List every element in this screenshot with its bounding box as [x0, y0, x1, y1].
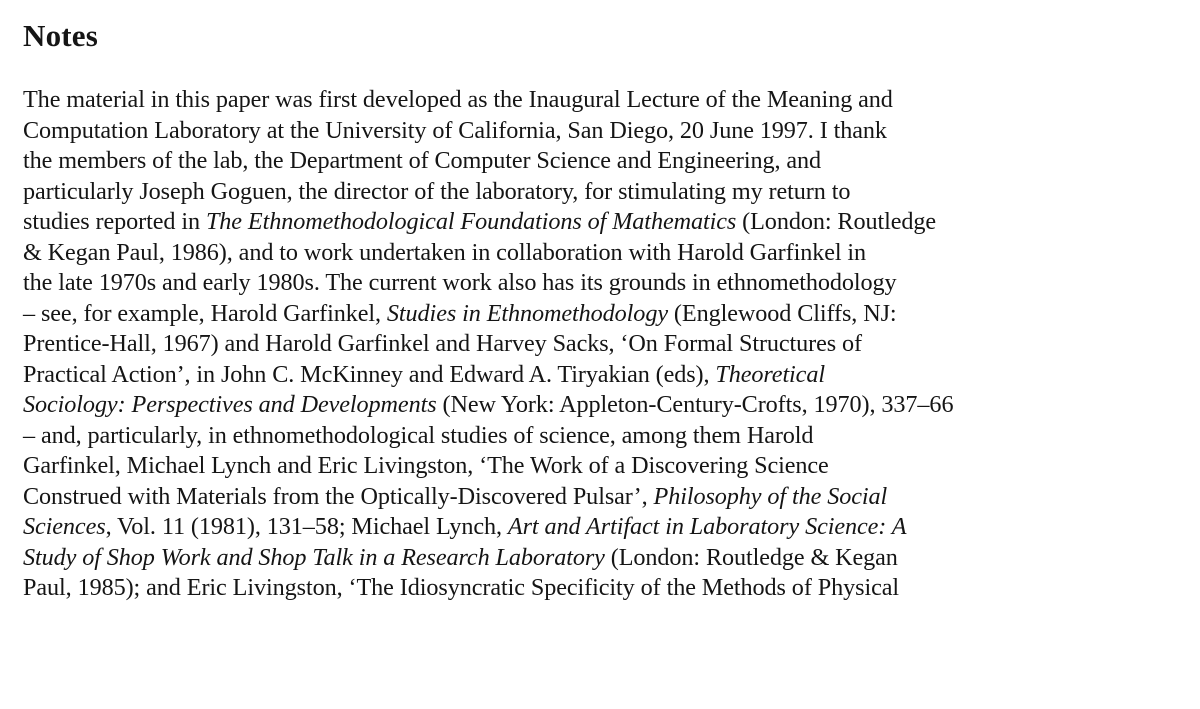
italic-title-segment: Philosophy of the Social — [653, 482, 888, 510]
text-line — [23, 207, 1183, 238]
text-segment: (London: Routledge — [736, 208, 937, 235]
text-line — [23, 238, 1183, 269]
italic-title-segment: Studies in Ethnomethodology — [386, 299, 668, 327]
text-segment: Garfinkel, Michael Lynch and Eric Livingston, ‘The Work of a Discovering Science — [23, 452, 829, 479]
text-segment: studies reported in — [23, 208, 206, 235]
italic-title-segment: Study of Shop Work and Shop Talk in a Research Laboratory — [23, 543, 605, 571]
text-line — [23, 512, 1183, 543]
text-segment: the members of the lab, the Department of Computer Science and Engineering, and — [23, 147, 821, 174]
text-segment: & Kegan Paul, 1986), and to work undertaken in collaboration with Harold Garfinkel in — [23, 238, 867, 266]
text-segment: the late 1970s and early 1980s. The current work also has its grounds in ethnomethodology — [23, 269, 897, 296]
text-line — [23, 482, 1183, 513]
text-line — [23, 329, 1183, 360]
text-line — [23, 146, 1183, 177]
italic-title-segment: Sciences — [23, 513, 106, 540]
text-segment: The material in this paper was first developed as the Inaugural Lecture of the Meaning and — [23, 86, 893, 113]
italic-title-segment: Art and Artifact in Laboratory Science: A — [507, 513, 907, 540]
italic-title-segment: Theoretical — [715, 360, 825, 388]
text-segment: particularly Joseph Goguen, the director of the laboratory, for stimulating my return to — [23, 177, 851, 205]
text-segment: , Vol. 11 (1981), 131–58; Michael Lynch, — [105, 513, 508, 540]
text-line — [23, 268, 1183, 299]
text-line — [23, 299, 1183, 330]
text-segment: (New York: Appleton-Century-Crofts, 1970), 337–66 — [436, 391, 954, 418]
text-segment: (London: Routledge & Kegan — [604, 543, 898, 571]
text-line — [23, 543, 1183, 574]
text-line — [23, 85, 1183, 116]
text-line — [23, 451, 1183, 482]
text-line — [23, 390, 1183, 421]
text-segment: Paul, 1985); and Eric Livingston, ‘The Idiosyncratic Specificity of the Methods of Physical — [23, 574, 900, 601]
text-segment: Practical Action’, in John C. McKinney and Edward A. Tiryakian (eds), — [23, 360, 716, 388]
text-segment: – and, particularly, in ethnomethodological studies of science, among them Harold — [23, 421, 814, 449]
text-line — [23, 177, 1183, 208]
text-line — [23, 360, 1183, 391]
text-segment: Construed with Materials from the Optically-Discovered Pulsar’, — [23, 482, 654, 510]
text-segment: (Englewood Cliffs, NJ: — [667, 299, 897, 327]
italic-title-segment: The Ethnomethodological Foundations of Mathematics — [205, 208, 737, 235]
notes-body — [23, 85, 1183, 604]
text-line — [23, 116, 1183, 147]
text-segment: Prentice-Hall, 1967) and Harold Garfinkel and Harvey Sacks, ‘On Formal Structures of — [23, 330, 862, 357]
notes-page — [23, 16, 1183, 604]
text-line — [23, 573, 1183, 604]
text-line — [23, 421, 1183, 452]
text-segment: – see, for example, Harold Garfinkel, — [23, 299, 387, 327]
italic-title-segment: Sociology: Perspectives and Developments — [23, 391, 437, 418]
notes-heading: Notes — [23, 18, 99, 53]
text-segment: Computation Laboratory at the University of California, San Diego, 20 June 1997. I thank — [23, 116, 887, 144]
